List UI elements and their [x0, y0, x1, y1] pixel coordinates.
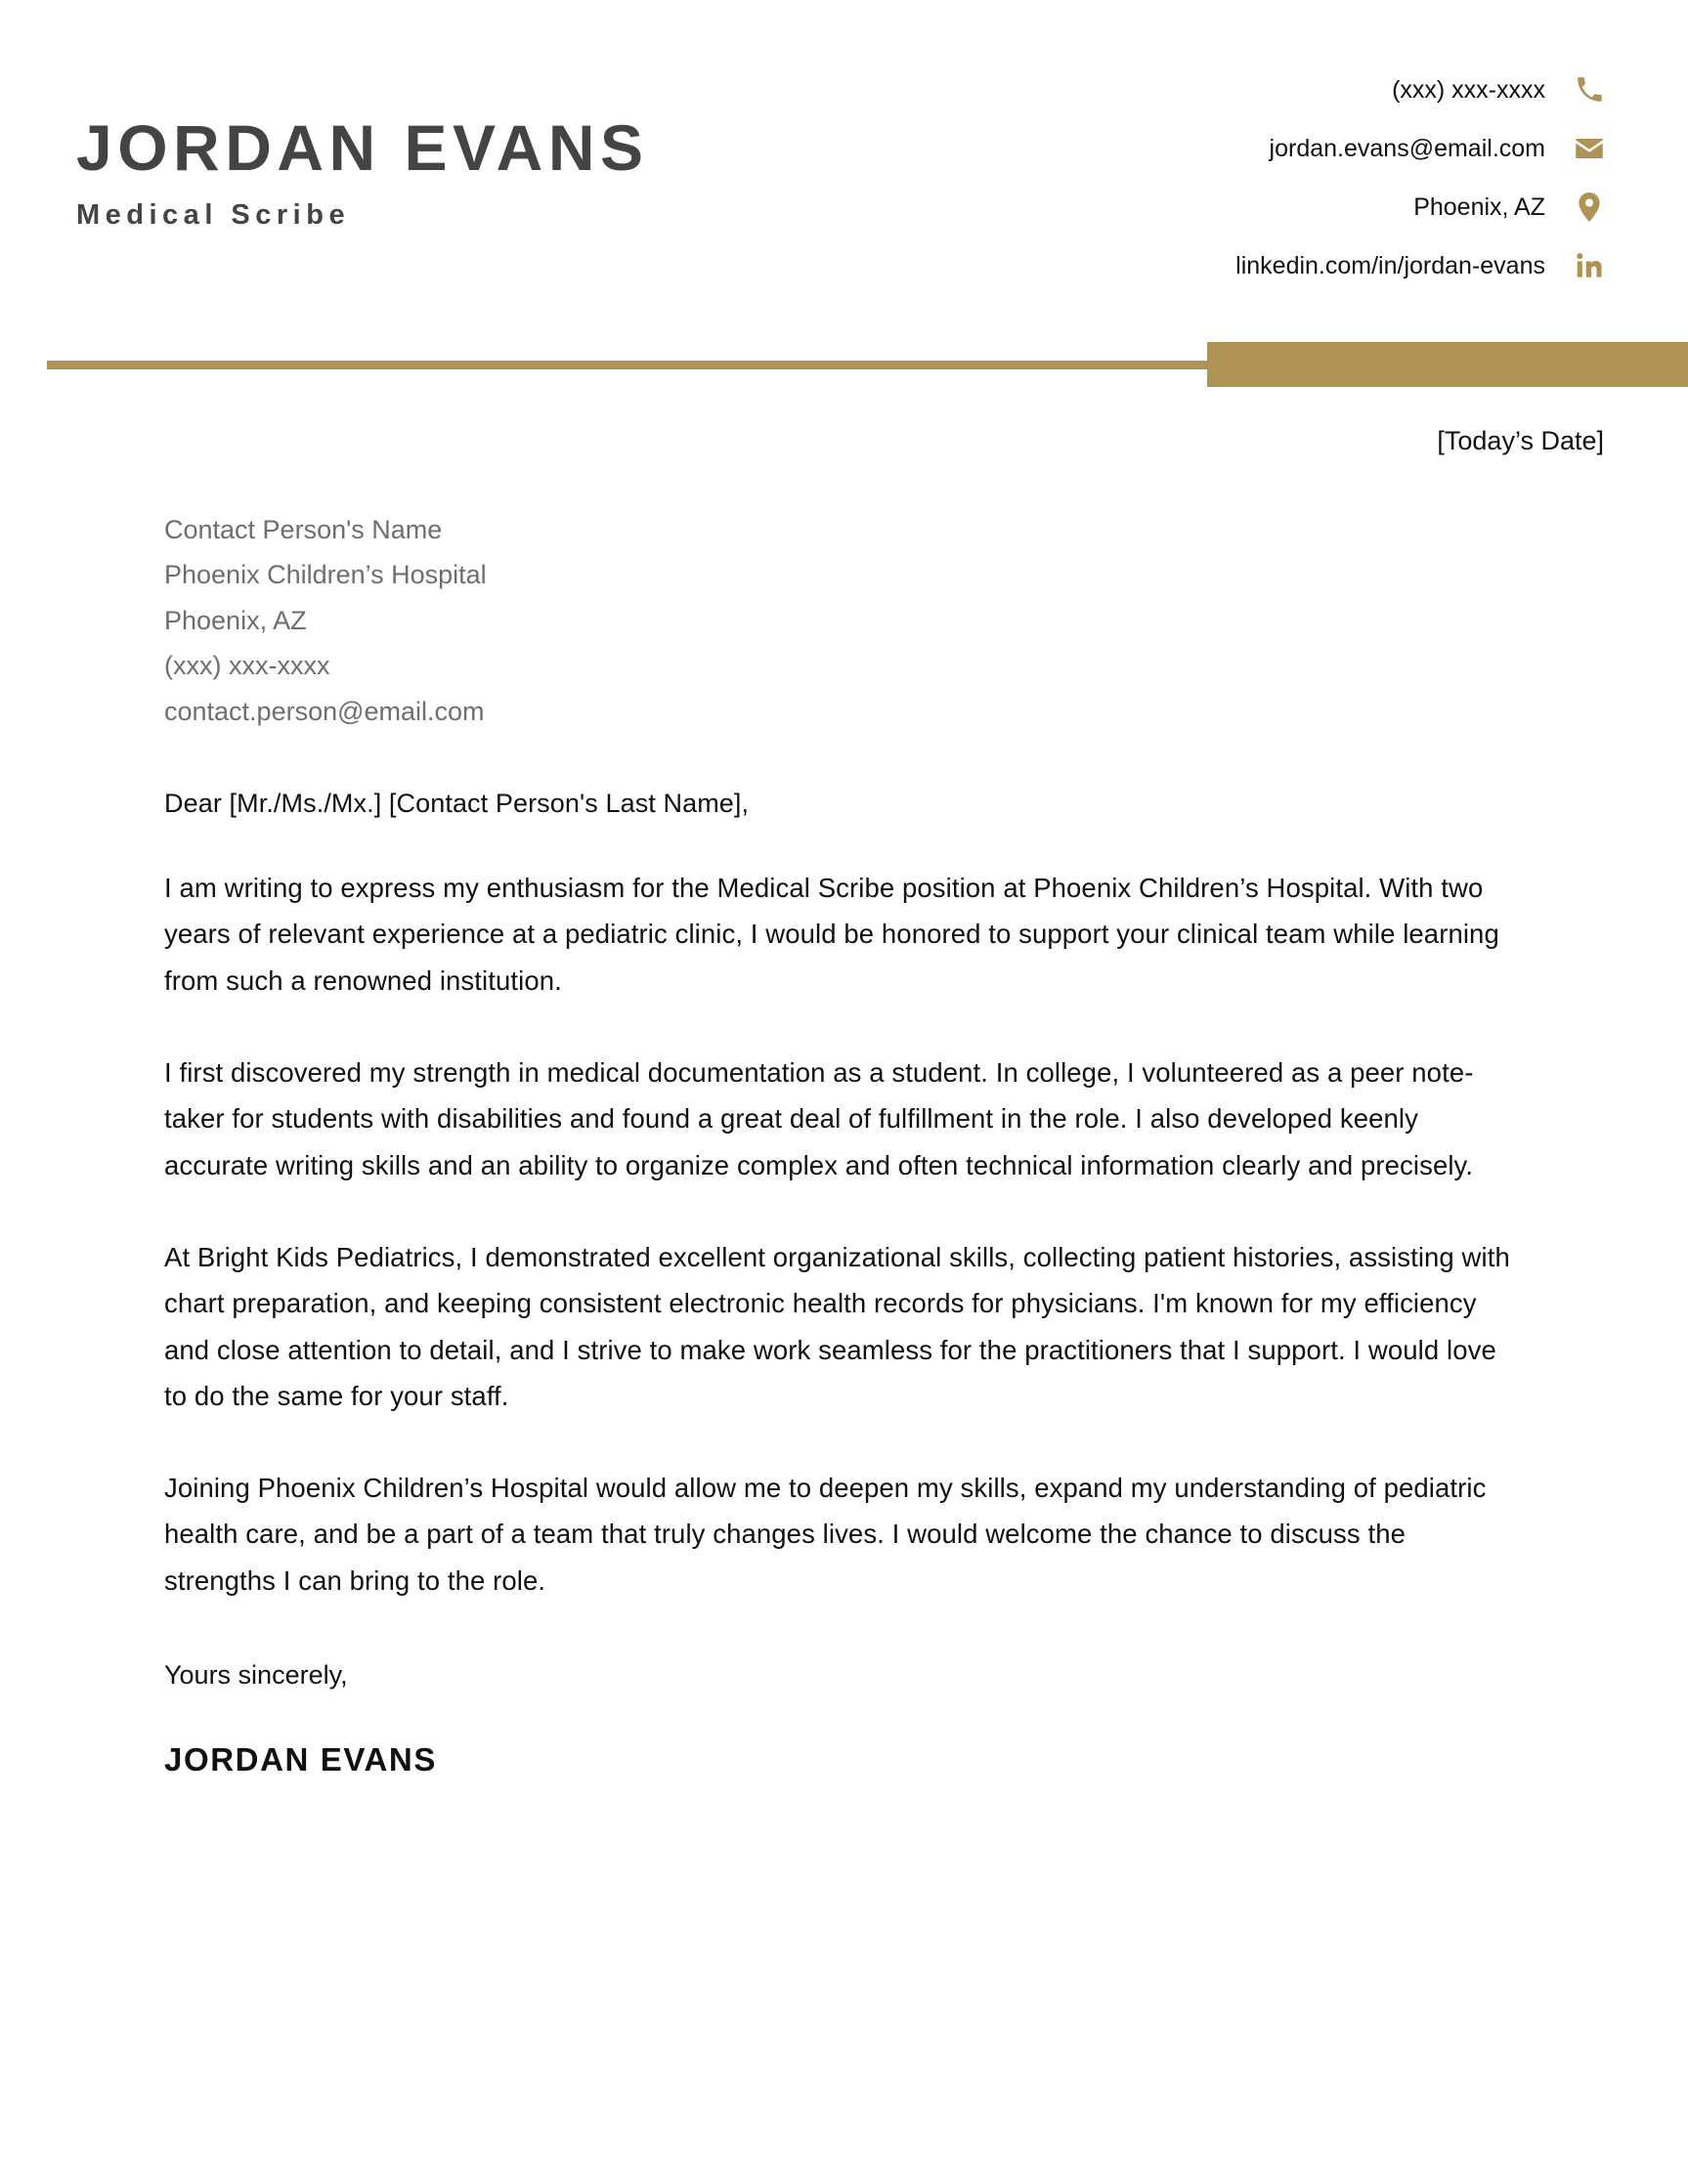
applicant-job-title: Medical Scribe — [76, 199, 351, 231]
contact-linkedin-value: linkedin.com/in/jordan-evans — [1235, 252, 1545, 279]
contact-email-value: jordan.evans@email.com — [1269, 135, 1545, 162]
signature-name: JORDAN EVANS — [164, 1741, 437, 1778]
identity-block — [76, 61, 649, 230]
applicant-name: JORDAN EVANS — [76, 111, 649, 184]
letter-date: [Today’s Date] — [1437, 426, 1604, 455]
gold-divider — [0, 336, 1688, 393]
contact-row-phone — [1191, 61, 1612, 119]
contact-row-email — [1191, 119, 1612, 178]
body-paragraph: I first discovered my strength in medical documentation as a student. In college, I volunteered as a peer note-taker for students with disabilities and found a great deal of fulfillment in the role. I also developed keenly accurate writing skills and an ability to organize complex and often technical information clearly and precisely. — [164, 1057, 1474, 1180]
envelope-icon — [1567, 137, 1612, 160]
linkedin-icon — [1567, 252, 1612, 279]
phone-icon — [1567, 76, 1612, 104]
divider-thin-rule — [47, 361, 1207, 369]
recipient-line: contact.person@email.com — [164, 696, 485, 726]
location-pin-icon — [1567, 193, 1612, 222]
recipient-line: Contact Person's Name — [164, 515, 443, 544]
divider-accent-block — [1207, 342, 1688, 387]
body-paragraph: I am writing to express my enthusiasm for the Medical Scribe position at Phoenix Children’s Hospital. With two years of relevant experience at a pediatric clinic, I would be honored to support your clinical team while learning from such a renowned institution. — [164, 873, 1499, 996]
contact-phone-value: (xxx) xxx-xxxx — [1392, 76, 1545, 104]
letter-header — [0, 0, 1688, 295]
contact-location-value: Phoenix, AZ — [1413, 193, 1545, 221]
recipient-line: Phoenix Children’s Hospital — [164, 560, 487, 590]
recipient-line: Phoenix, AZ — [164, 605, 307, 635]
contact-row-location — [1191, 178, 1612, 236]
contact-row-linkedin — [1191, 236, 1612, 295]
recipient-line: (xxx) xxx-xxxx — [164, 651, 330, 681]
body-paragraph: At Bright Kids Pediatrics, I demonstrated excellent organizational skills, collecting patient histories, assisting with chart preparation, and keeping consistent electronic health records for physicians. I'm known for my efficiency and close attention to detail, and I strive to make work seamless for the practitioners that I support. I would love to do the same for your staff. — [164, 1241, 1510, 1411]
letter-body — [0, 507, 1688, 1778]
contact-info-block — [1191, 61, 1612, 295]
body-paragraph: Joining Phoenix Children’s Hospital would allow me to deepen my skills, expand my understanding of pediatric health care, and be a part of a team that truly changes lives. I would welcome the chance to discuss the strengths I can bring to the role. — [164, 1473, 1487, 1596]
closing-salutation: Yours sincerely, — [164, 1660, 348, 1691]
recipient-address-block — [164, 507, 1522, 734]
salutation: Dear [Mr./Ms./Mx.] [Contact Person's Last Name], — [164, 789, 750, 819]
